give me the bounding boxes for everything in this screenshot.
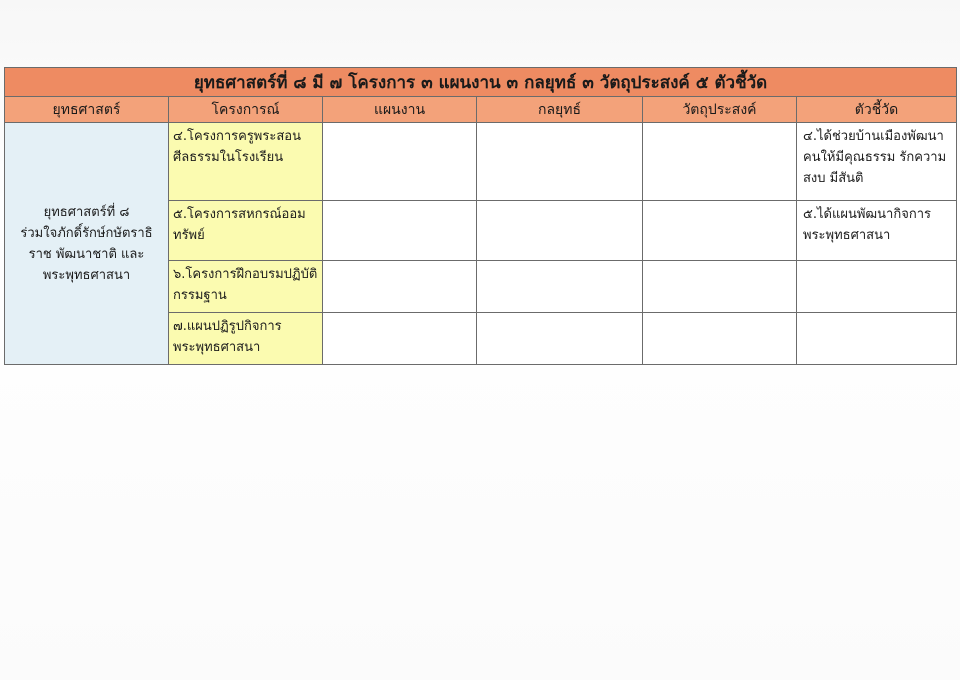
indicator-line: คนให้มีคุณธรรม รักความ	[803, 150, 947, 165]
header-project: โครงการณ์	[169, 97, 323, 123]
table-header-row	[5, 97, 957, 123]
objective-cell	[643, 313, 797, 365]
project-cell	[169, 313, 323, 365]
header-objective: วัตถุประสงค์	[643, 97, 797, 123]
project-line: ๖.โครงการฝึกอบรมปฏิบัติ	[173, 267, 318, 282]
tactic-cell	[477, 201, 643, 261]
strategy-line: ยุทธศาสตร์ที่ ๘	[43, 204, 130, 220]
table-title: ยุทธศาสตร์ที่ ๘ มี ๗ โครงการ ๓ แผนงาน ๓ กลยุทธ์ ๓ วัตถุประสงค์ ๕ ตัวชี้วัด	[5, 68, 957, 97]
project-line: ทรัพย์	[173, 228, 205, 243]
project-line: ๔.โครงการครูพระสอน	[173, 129, 301, 144]
strategy-cell	[5, 123, 169, 365]
header-indicator: ตัวชี้วัด	[797, 97, 957, 123]
objective-cell	[643, 261, 797, 313]
indicator-cell	[797, 261, 957, 313]
tactic-cell	[477, 313, 643, 365]
objective-cell	[643, 201, 797, 261]
tactic-cell	[477, 123, 643, 201]
strategy-line: ราช พัฒนาชาติ และ	[28, 246, 145, 262]
indicator-cell	[797, 313, 957, 365]
project-cell	[169, 261, 323, 313]
strategy-line: ร่วมใจภักดิ์รักษ์กษัตราธิ	[20, 225, 153, 241]
strategy-table	[4, 67, 957, 365]
objective-cell	[643, 123, 797, 201]
header-tactic: กลยุทธ์	[477, 97, 643, 123]
strategy-line: พระพุทธศาสนา	[42, 267, 131, 283]
indicator-line: ๕.ได้แผนพัฒนากิจการ	[803, 207, 931, 222]
indicator-cell	[797, 201, 957, 261]
indicator-line: พระพุทธศาสนา	[803, 228, 891, 243]
project-line: ศีลธรรมในโรงเรียน	[173, 150, 284, 165]
indicator-line: สงบ มีสันติ	[803, 171, 864, 186]
header-plan: แผนงาน	[323, 97, 477, 123]
project-line: กรรมฐาน	[173, 288, 227, 303]
project-line: ๕.โครงการสหกรณ์ออม	[173, 207, 306, 222]
project-cell	[169, 123, 323, 201]
indicator-cell	[797, 123, 957, 201]
indicator-line: ๔.ได้ช่วยบ้านเมืองพัฒนา	[803, 129, 944, 144]
project-line: ๗.แผนปฏิรูปกิจการ	[173, 319, 282, 334]
plan-cell	[323, 123, 477, 201]
plan-cell	[323, 313, 477, 365]
table-title-row	[5, 68, 957, 97]
header-strategy: ยุทธศาสตร์	[5, 97, 169, 123]
tactic-cell	[477, 261, 643, 313]
table-row	[5, 123, 957, 201]
plan-cell	[323, 201, 477, 261]
project-line: พระพุทธศาสนา	[173, 340, 261, 355]
project-cell	[169, 201, 323, 261]
plan-cell	[323, 261, 477, 313]
